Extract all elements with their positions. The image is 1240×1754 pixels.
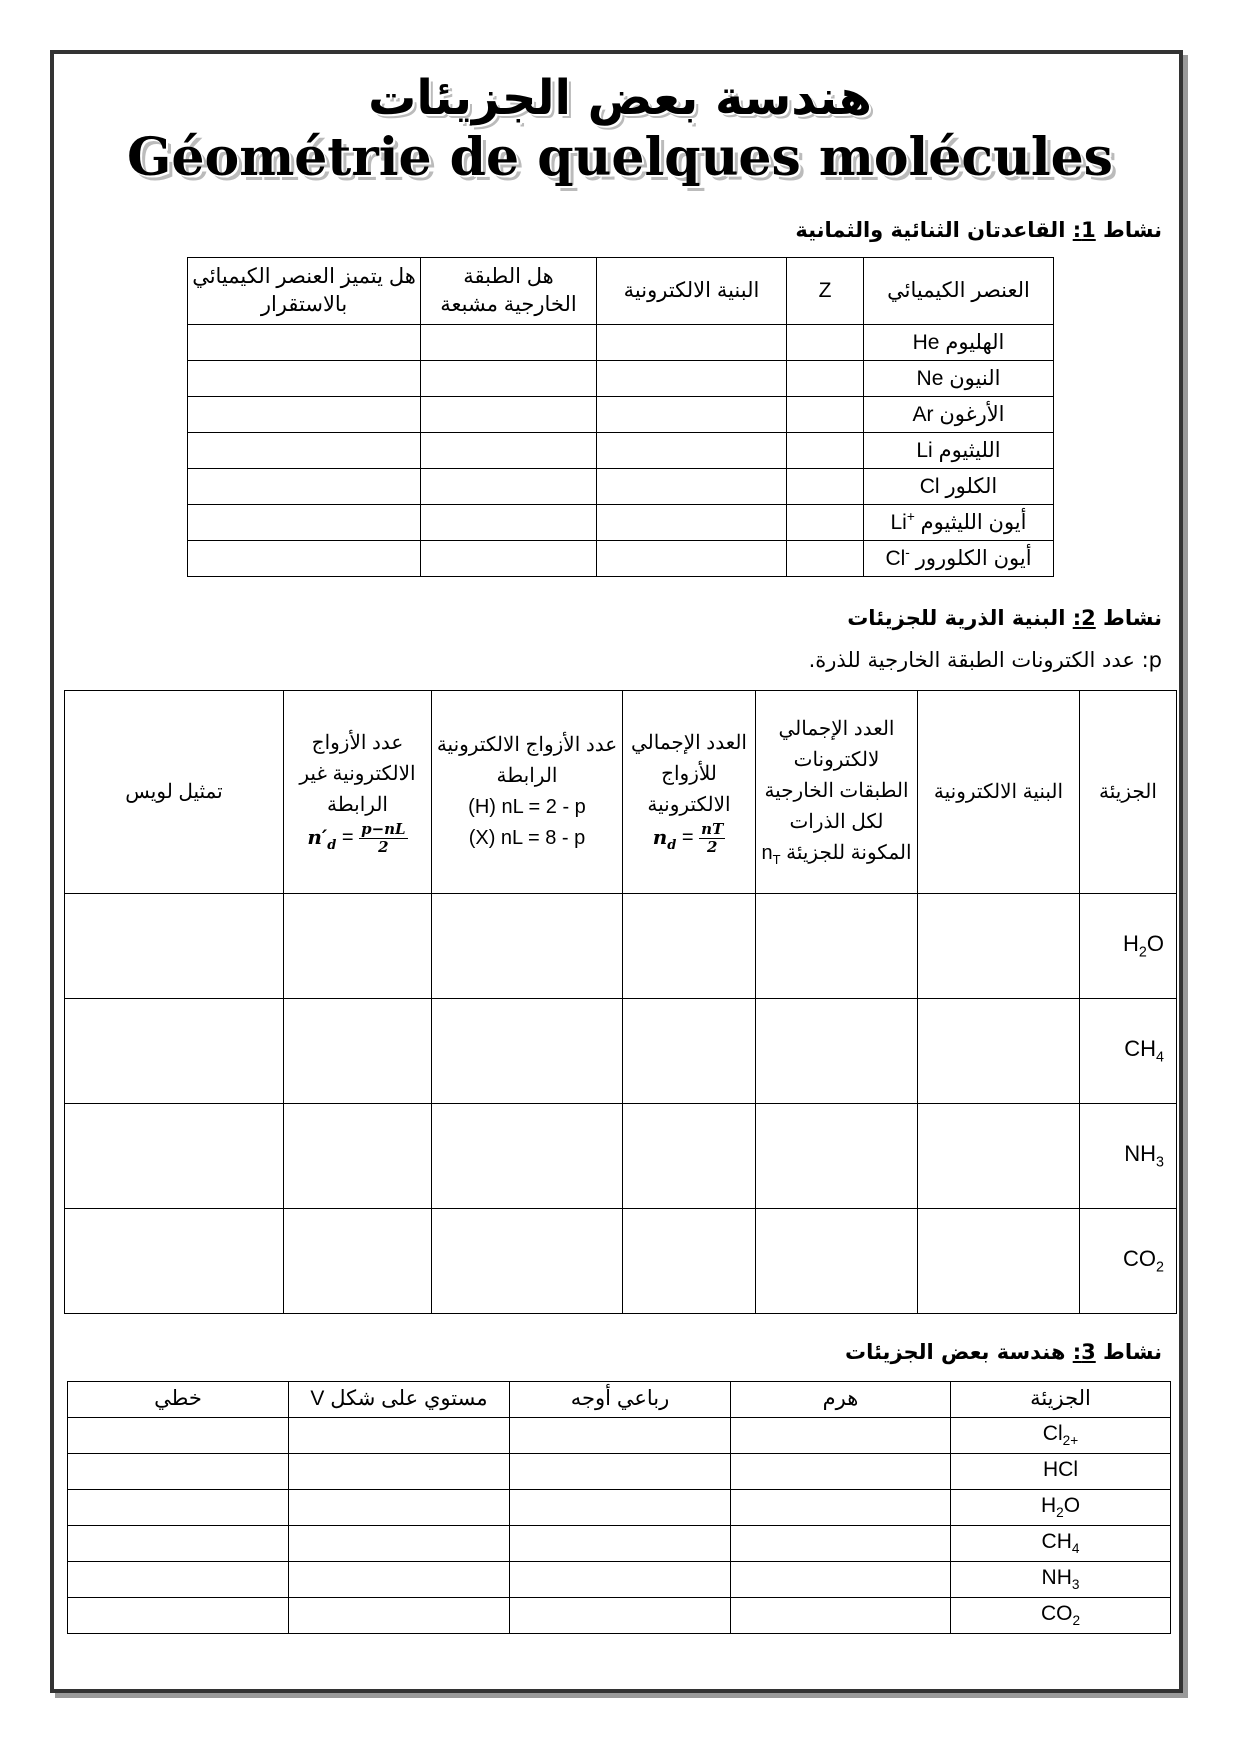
answer-cell[interactable] <box>597 397 787 433</box>
molecule-formula <box>1043 1456 1078 1487</box>
table-row <box>188 325 1054 361</box>
molecule-cell <box>1080 894 1177 999</box>
answer-cell[interactable] <box>787 541 864 577</box>
formula-subscript: 4 <box>1071 1541 1080 1557</box>
answer-cell[interactable] <box>289 1490 510 1526</box>
symbol-text: Li <box>890 510 907 534</box>
element-cell <box>864 541 1054 577</box>
activity-1-table <box>187 257 1054 577</box>
column-header-molecule: الجزيئة <box>1080 691 1177 894</box>
formula-part: NH <box>1124 1141 1157 1167</box>
molecule-formula <box>1042 1528 1080 1559</box>
answer-cell[interactable] <box>510 1454 731 1490</box>
symbol-text: Li <box>916 438 933 462</box>
answer-cell[interactable] <box>787 469 864 505</box>
symbol-text: Cl <box>885 546 906 570</box>
molecule-cell <box>1080 1209 1177 1314</box>
table-row <box>68 1454 1171 1490</box>
column-header-total-pairs <box>623 691 756 894</box>
column-header-bonding-pairs <box>432 691 623 894</box>
answer-cell[interactable] <box>421 325 597 361</box>
answer-cell[interactable] <box>289 1454 510 1490</box>
activity-label: نشاط <box>1103 606 1162 630</box>
activity-number: 1: <box>1072 218 1096 242</box>
answer-cell[interactable] <box>421 433 597 469</box>
formula-subscript: 2+ <box>1062 1433 1079 1449</box>
activity-title: البنية الذرية للجزيئات <box>847 606 1066 630</box>
column-header: Z <box>787 258 864 325</box>
column-header: العنصر الكيميائي <box>864 258 1054 325</box>
table-row <box>188 361 1054 397</box>
answer-cell[interactable] <box>510 1526 731 1562</box>
answer-cell[interactable] <box>65 999 284 1104</box>
activity-label: نشاط <box>1103 218 1162 242</box>
page-title-french: Géométrie de quelques molécules <box>127 127 1113 188</box>
column-header-structure: البنية الالكترونية <box>918 691 1080 894</box>
answer-cell[interactable] <box>918 1104 1080 1209</box>
bonding-x-formula: (X) nL = 8 - p <box>468 827 586 849</box>
answer-cell[interactable] <box>188 505 421 541</box>
answer-cell[interactable] <box>597 505 787 541</box>
table-row <box>65 1104 1177 1209</box>
molecule-formula <box>1041 1492 1080 1523</box>
answer-cell[interactable] <box>65 1209 284 1314</box>
answer-cell[interactable] <box>787 361 864 397</box>
formula-subscript: 3 <box>1156 1154 1164 1171</box>
answer-cell[interactable] <box>421 541 597 577</box>
formula-subscript: 2 <box>1072 1613 1081 1629</box>
answer-cell[interactable] <box>787 325 864 361</box>
answer-cell[interactable] <box>68 1526 289 1562</box>
answer-cell[interactable] <box>918 1209 1080 1314</box>
answer-cell[interactable] <box>421 397 597 433</box>
table-row <box>188 505 1054 541</box>
element-symbol <box>920 472 940 501</box>
table-row <box>188 541 1054 577</box>
element-name: الأرغون <box>939 402 1005 426</box>
molecule-cell <box>951 1454 1171 1490</box>
answer-cell[interactable] <box>918 894 1080 999</box>
charge-superscript: + <box>906 508 915 524</box>
element-name: الكلور <box>945 474 998 498</box>
element-symbol <box>916 436 932 465</box>
element-name: النيون <box>949 366 1001 390</box>
table-row <box>188 469 1054 505</box>
answer-cell[interactable] <box>510 1418 731 1454</box>
answer-cell[interactable] <box>284 1104 432 1209</box>
column-header: البنية الالكترونية <box>597 258 787 325</box>
answer-cell[interactable] <box>284 1209 432 1314</box>
answer-cell[interactable] <box>284 894 432 999</box>
activity-title: القاعدتان الثنائية والثمانية <box>795 218 1066 242</box>
nt-symbol: $n_T$ <box>761 841 781 867</box>
formula-part: H <box>1040 1494 1057 1518</box>
charge-superscript: - <box>905 544 910 560</box>
column-header: الجزيئة <box>951 1382 1171 1418</box>
symbol-text: He <box>912 330 940 354</box>
formula-part: CO <box>1123 1246 1157 1272</box>
header-text: عدد الأزواج الالكترونية الرابطة <box>436 734 618 787</box>
answer-cell[interactable] <box>756 1209 918 1314</box>
nd-formula: $n_d$ = $\frac{nT}{2}$ <box>652 820 724 856</box>
activity-number: 3: <box>1072 1340 1096 1364</box>
table-row <box>65 1209 1177 1314</box>
column-header: مستوي على شكل V <box>289 1382 510 1418</box>
answer-cell[interactable] <box>756 1104 918 1209</box>
activity-3-table <box>67 1381 1171 1634</box>
molecule-formula <box>1123 929 1164 963</box>
answer-cell[interactable] <box>731 1418 951 1454</box>
element-name: أيون الليثيوم <box>920 510 1027 534</box>
answer-cell[interactable] <box>597 433 787 469</box>
element-name: أيون الكلورور <box>915 546 1032 570</box>
answer-cell[interactable] <box>787 433 864 469</box>
answer-cell[interactable] <box>188 433 421 469</box>
answer-cell[interactable] <box>597 361 787 397</box>
molecule-formula <box>1043 1420 1078 1451</box>
molecule-formula <box>1041 1600 1080 1631</box>
answer-cell[interactable] <box>289 1598 510 1634</box>
answer-cell[interactable] <box>188 397 421 433</box>
activity-2-table <box>64 690 1177 1314</box>
answer-cell[interactable] <box>68 1418 289 1454</box>
element-name: الهليوم <box>945 330 1005 354</box>
element-symbol <box>890 508 914 537</box>
formula-subscript: 2 <box>1156 1259 1164 1276</box>
answer-cell[interactable] <box>68 1454 289 1490</box>
table-row <box>188 397 1054 433</box>
header-text: العدد الإجمالي للأزواج الالكترونية <box>630 732 747 817</box>
element-symbol <box>912 400 933 429</box>
formula-subscript: 3 <box>1071 1577 1080 1593</box>
answer-cell[interactable] <box>510 1598 731 1634</box>
symbol-text: Cl <box>919 474 940 498</box>
column-header-lewis: تمثيل لويس <box>65 691 284 894</box>
formula-subscript: 4 <box>1156 1049 1164 1066</box>
column-header: هرم <box>731 1382 951 1418</box>
molecule-formula <box>1042 1564 1080 1595</box>
element-cell <box>864 505 1054 541</box>
answer-cell[interactable] <box>432 999 623 1104</box>
element-symbol <box>913 328 940 357</box>
answer-cell[interactable] <box>68 1598 289 1634</box>
answer-cell[interactable] <box>188 361 421 397</box>
answer-cell[interactable] <box>188 325 421 361</box>
answer-cell[interactable] <box>289 1418 510 1454</box>
answer-cell[interactable] <box>421 469 597 505</box>
molecule-formula <box>1124 1034 1164 1068</box>
table-row <box>68 1598 1171 1634</box>
answer-cell[interactable] <box>787 397 864 433</box>
answer-cell[interactable] <box>432 1104 623 1209</box>
nd-prime-formula: $n'_d$ = $\frac{p-nL}{2}$ <box>307 820 406 856</box>
formula-part: HCl <box>1043 1458 1078 1482</box>
molecule-cell <box>951 1490 1171 1526</box>
answer-cell[interactable] <box>597 469 787 505</box>
answer-cell[interactable] <box>289 1526 510 1562</box>
answer-cell[interactable] <box>65 1104 284 1209</box>
answer-cell[interactable] <box>421 505 597 541</box>
answer-cell[interactable] <box>623 1209 756 1314</box>
answer-cell[interactable] <box>68 1490 289 1526</box>
answer-cell[interactable] <box>731 1526 951 1562</box>
table-row <box>68 1490 1171 1526</box>
symbol-text: Ne <box>916 366 944 390</box>
element-cell <box>864 469 1054 505</box>
molecule-formula <box>1124 1139 1164 1173</box>
formula-part: NH <box>1041 1566 1072 1590</box>
answer-cell[interactable] <box>731 1490 951 1526</box>
element-cell <box>864 361 1054 397</box>
answer-cell[interactable] <box>756 894 918 999</box>
answer-cell[interactable] <box>432 1209 623 1314</box>
molecule-cell <box>1080 999 1177 1104</box>
activity-1-heading <box>795 218 1162 242</box>
table-row <box>68 1526 1171 1562</box>
formula-part: CH <box>1124 1036 1157 1062</box>
formula-part: Cl <box>1042 1422 1063 1446</box>
activity-2-note: p: عدد الكترونات الطبقة الخارجية للذرة. <box>808 648 1162 672</box>
answer-cell[interactable] <box>188 541 421 577</box>
formula-part: CO <box>1040 1602 1073 1626</box>
answer-cell[interactable] <box>68 1562 289 1598</box>
activity-number: 2: <box>1072 606 1096 630</box>
answer-cell[interactable] <box>65 894 284 999</box>
molecule-cell <box>951 1598 1171 1634</box>
answer-cell[interactable] <box>510 1490 731 1526</box>
molecule-cell <box>1080 1104 1177 1209</box>
activity-title: هندسة بعض الجزيئات <box>845 1340 1066 1364</box>
molecule-cell <box>951 1562 1171 1598</box>
activity-3-heading <box>845 1340 1162 1364</box>
answer-cell[interactable] <box>918 999 1080 1104</box>
answer-cell[interactable] <box>432 894 623 999</box>
table-row <box>65 999 1177 1104</box>
activity-2-heading <box>847 606 1162 630</box>
element-symbol <box>885 544 909 573</box>
answer-cell[interactable] <box>731 1598 951 1634</box>
table-row <box>68 1418 1171 1454</box>
column-header-nonbonding-pairs <box>284 691 432 894</box>
table-row <box>68 1562 1171 1598</box>
answer-cell[interactable] <box>623 999 756 1104</box>
molecule-cell <box>951 1418 1171 1454</box>
answer-cell[interactable] <box>510 1562 731 1598</box>
answer-cell[interactable] <box>188 469 421 505</box>
formula-subscript: 2 <box>1056 1505 1064 1521</box>
answer-cell[interactable] <box>756 999 918 1104</box>
answer-cell[interactable] <box>284 999 432 1104</box>
formula-part: H <box>1123 931 1139 957</box>
column-header: هل يتميز العنصر الكيميائي بالاستقرار <box>188 258 421 325</box>
table-row <box>65 894 1177 999</box>
formula-subscript: 2 <box>1138 944 1147 961</box>
column-header: خطي <box>68 1382 289 1418</box>
element-symbol <box>917 364 944 393</box>
answer-cell[interactable] <box>597 541 787 577</box>
answer-cell[interactable] <box>289 1562 510 1598</box>
answer-cell[interactable] <box>731 1562 951 1598</box>
answer-cell[interactable] <box>731 1454 951 1490</box>
formula-part: CH <box>1041 1530 1072 1554</box>
header-text: العدد الإجمالي لالكترونات الطبقات الخارجية لكل الذرات المكونة للجزيئة <box>764 717 912 864</box>
answer-cell[interactable] <box>623 894 756 999</box>
element-name: الليثيوم <box>938 438 1001 462</box>
header-text: عدد الأزواج الالكترونية غير الرابطة <box>299 732 416 817</box>
molecule-cell <box>951 1526 1171 1562</box>
column-header-total-electrons <box>756 691 918 894</box>
column-header: هل الطبقة الخارجية مشبعة <box>421 258 597 325</box>
element-cell <box>864 325 1054 361</box>
table-row <box>188 433 1054 469</box>
answer-cell[interactable] <box>623 1104 756 1209</box>
column-header: رباعي أوجه <box>510 1382 731 1418</box>
answer-cell[interactable] <box>421 361 597 397</box>
bonding-h-formula: (H) nL = 2 - p <box>468 796 586 818</box>
answer-cell[interactable] <box>597 325 787 361</box>
activity-label: نشاط <box>1103 1340 1162 1364</box>
element-cell <box>864 433 1054 469</box>
page-title-arabic: هندسة بعض الجزيئات <box>368 70 872 126</box>
symbol-text: Ar <box>912 402 934 426</box>
answer-cell[interactable] <box>787 505 864 541</box>
formula-part: O <box>1146 931 1164 957</box>
formula-part: O <box>1063 1494 1081 1518</box>
element-cell <box>864 397 1054 433</box>
molecule-formula <box>1123 1244 1164 1278</box>
